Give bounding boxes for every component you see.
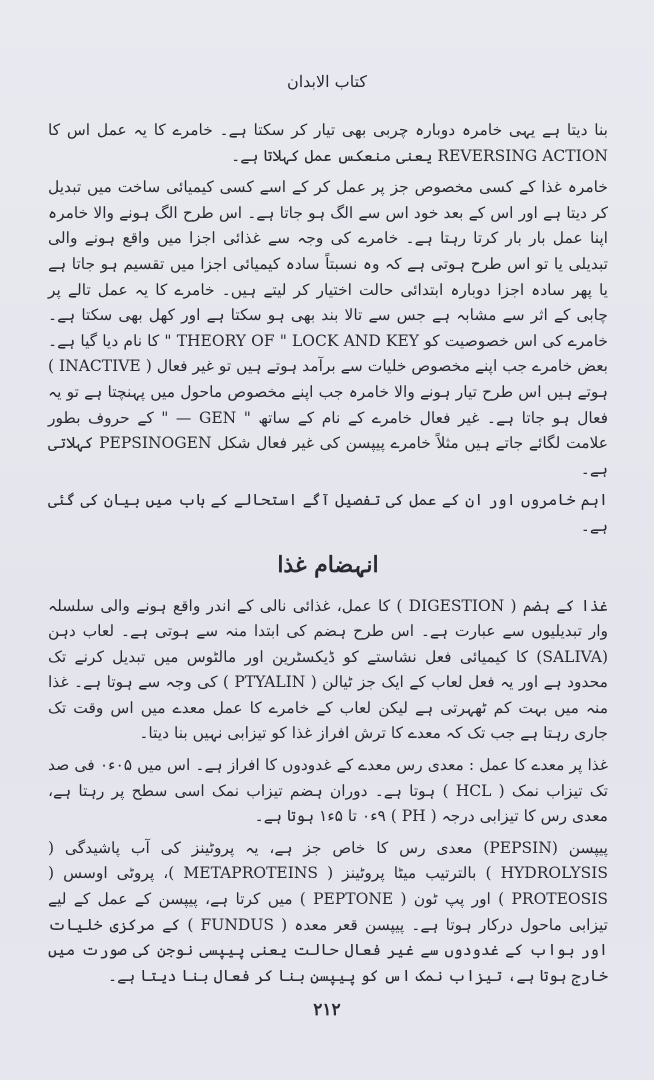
page-body: [48, 118, 608, 995]
paragraph: پیپسن (PEPSIN) معدی رس کا خاص جز ہے، یہ پروٹینز کی آب پاشیدگی ( HYDROLYSIS ) بالترتیب میٹا پروٹینز ( METAPROTEINS )، پروٹی اوسس ( PROTEOSIS ) اور پپ ٹون ( PEPTONE ) میں کرتا ہے، پیپسن کے عمل کے لیے تیزابی ماحول درکار ہوتا ہے۔ پیپسن قعر معدہ ( FUNDUS ) کے مرکزی خلیات اور بواب کے غدودوں سے غیر فعال حالت یعنی پیپسی نوجن کی صورت میں خارج ہوتا ہے، تیزاب نمک اس کو پیپسن بنا کر فعال بنا دیتا ہے۔: [48, 838, 609, 985]
running-header: کتاب الابدان: [286, 72, 368, 91]
paragraph: خامرہ غذا کے کسی مخصوص جز پر عمل کر کے اسے کسی کیمیائی ساخت میں تبدیل کر دیتا ہے اور اس کے بعد خود اس سے الگ ہو جاتا ہے۔ اس طرح الگ ہونے والا خامرہ اپنا عمل بار بار کرتا رہتا ہے۔ خامرے کی وجہ سے غذائی اجزا میں واقع ہونے والی تبدیلی یا تو اس طرح ہوتی ہے کہ وہ نسبتاً سادہ کیمیائی اجزا میں تقسیم ہو جاتا ہے یا پھر سادہ اجزا دوبارہ ابتدائی حالت اختیار کر لیتے ہیں۔ خامرے کا یہ عمل تالے پر چابی کے اثر سے مشابہ ہے جس سے تالا بند بھی ہو سکتا ہے اور کھل بھی سکتا ہے۔ خامرے کی اس خصوصیت کو THEORY OF " LOCK AND KEY " کا نام دیا گیا ہے۔ بعض خامرے جب اپنے مخصوص خلیات سے برآمد ہوتے ہیں تو غیر فعال ( INACTIVE ) ہوتے ہیں اس طرح تیار ہونے والا خامرہ جب اپنے مخصوص ماحول میں پہنچتا ہے تو یہ فعال ہو جاتا ہے۔ غیر فعال خامرے کے نام کے ساتھ " GEN — " کے حروف بطور علامت لگائے جاتے ہیں مثلاً خامرے پیپسن کی غیر فعال شکل PEPSINOGEN کہلاتی ہے۔: [48, 178, 609, 478]
paragraph: بنا دیتا ہے یہی خامرہ دوبارہ چربی بھی تیار کر سکتا ہے۔ خامرے کا یہ عمل اس کا REVERSING ACTION یعنی منعکس عمل کہلاتا ہے۔: [48, 121, 608, 165]
paragraph: غذا پر معدے کا عمل : معدی رس معدے کے غدودوں کا افراز ہے۔ اس میں ۰۵ء۰ فی صد تک تیزاب نمک ( HCL ) ہوتا ہے۔ دوران ہضم تیزاب نمک اسی سطح پر رہتا ہے، معدی رس کا تیزابی درجہ ( PH ) ۹ء۰ تا ۵ء۱ ہوتا ہے۔: [48, 756, 609, 826]
section-heading: انہضام غذا: [277, 551, 379, 578]
paragraph: اہم خامروں اور ان کے عمل کی تفصیل آگے استحالے کے باب میں بیان کی گئی ہے۔: [48, 491, 608, 535]
page-number: ۲۱۲: [313, 1000, 341, 1020]
paragraph: غذا کے ہضم ( DIGESTION ) کا عمل، غذائی نالی کے اندر واقع ہونے والی سلسلہ وار تبدیلیوں سے عبارت ہے۔ اس طرح ہضم کی ابتدا منہ سے ہوتی ہے۔ لعاب دہن (SALIVA) کا کیمیائی فعل نشاستے کو ڈیکسٹرین اور مالٹوس میں تبدیل کرنے تک محدود ہے اور یہ فعل لعاب کے ایک جز ٹیالن ( PTYALIN ) کی وجہ سے ہوتا ہے۔ غذا منہ میں بہت کم ٹھہرتی ہے لیکن لعاب کے خامرے کا عمل معدے میں اس وقت تک جاری رہتا ہے جب تک کہ معدے کا ترش افراز غذا کو تیزابی نہیں بنا دیتا۔: [48, 596, 608, 743]
